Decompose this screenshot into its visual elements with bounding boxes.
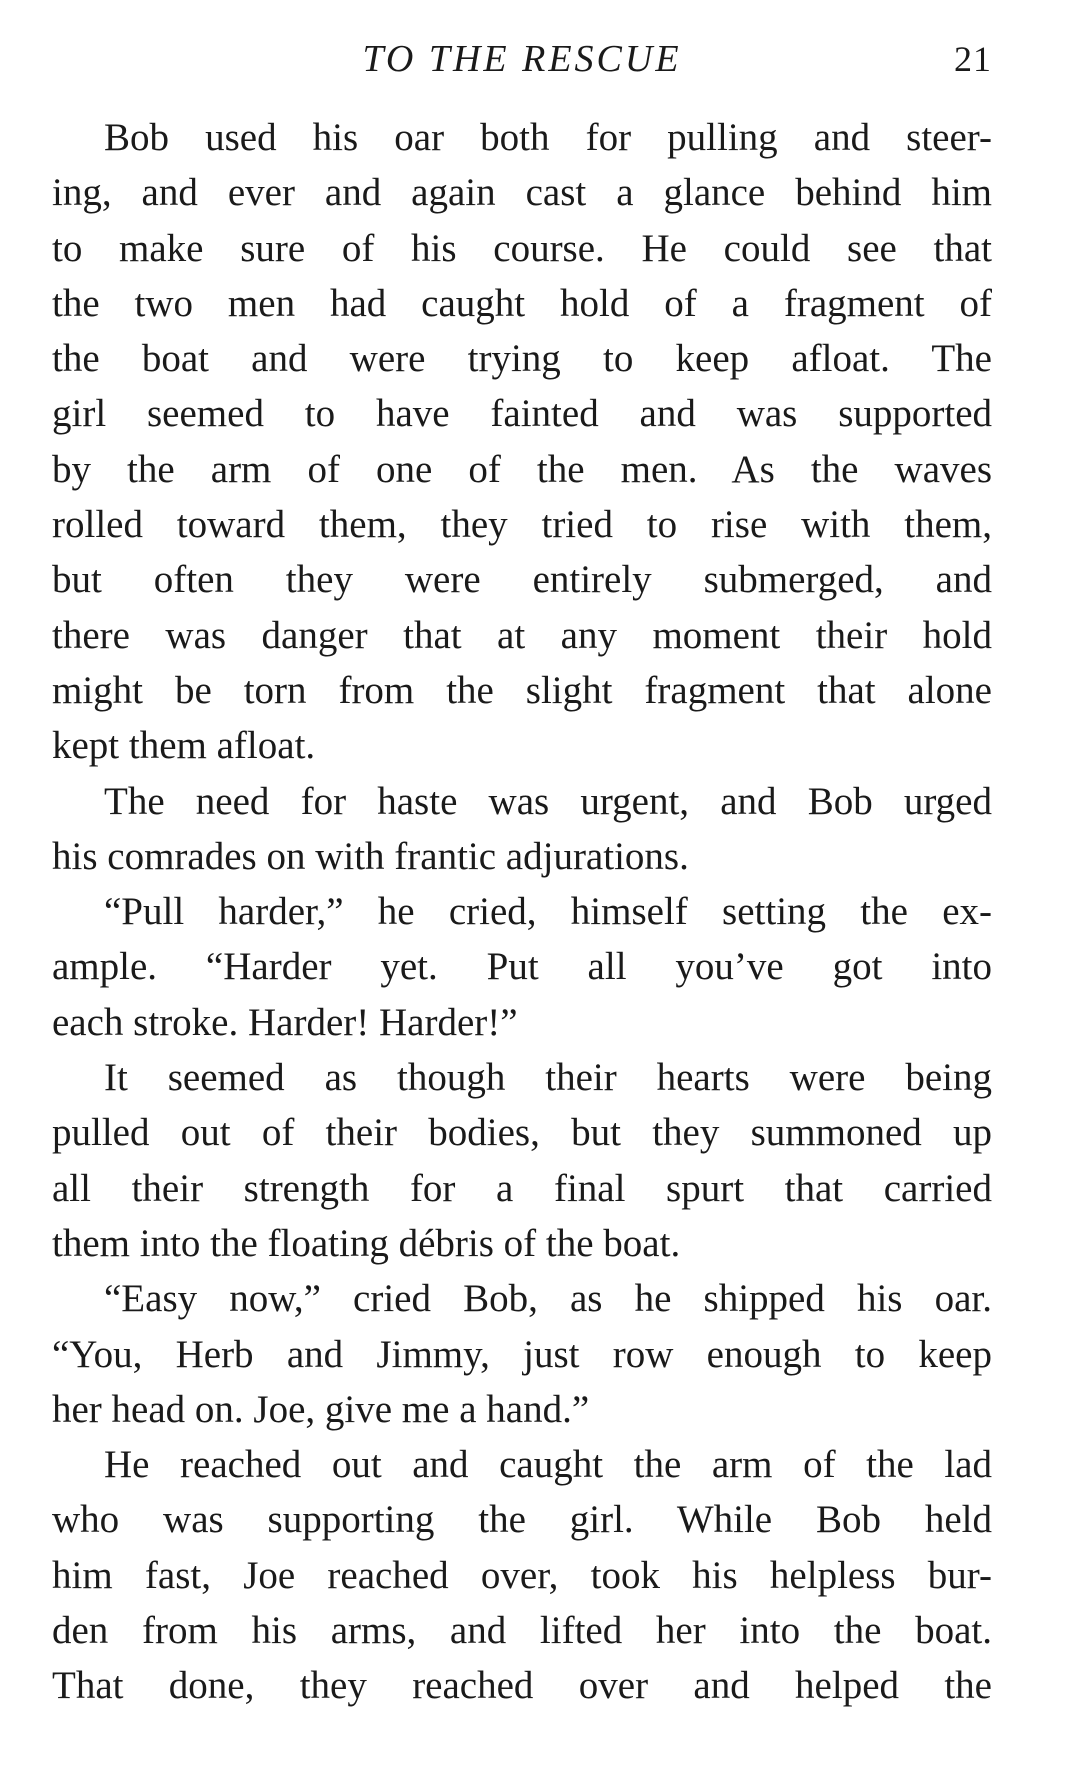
text-line: there was danger that at any moment their hold	[52, 613, 992, 657]
text-line: pulled out of their bodies, but they summoned up	[52, 1111, 992, 1155]
page-number: 21	[954, 39, 992, 79]
text-line: It seemed as though their hearts were being	[104, 1056, 992, 1100]
paragraph-6	[52, 1437, 992, 1713]
text-line: the two men had caught hold of a fragment of	[52, 281, 992, 325]
text-line: who was supporting the girl. While Bob held	[52, 1498, 992, 1542]
text-line: Bob used his oar both for pulling and steer-	[104, 116, 992, 159]
text-line: “You, Herb and Jimmy, just row enough to keep	[52, 1332, 992, 1376]
text-line: all their strength for a final spurt that carried	[52, 1166, 992, 1210]
body-text	[52, 110, 992, 1714]
text-line: He reached out and caught the arm of the lad	[104, 1443, 992, 1487]
text-line: him fast, Joe reached over, took his helpless bur-	[52, 1553, 992, 1597]
running-title: TO THE RESCUE	[362, 38, 682, 80]
paragraph-3	[52, 884, 992, 1050]
paragraph-4	[52, 1050, 992, 1271]
text-line: his comrades on with frantic adjurations.	[52, 834, 689, 878]
book-page	[52, 34, 992, 1714]
text-line: rolled toward them, they tried to rise with them,	[52, 503, 992, 547]
text-line: them into the floating débris of the boat.	[52, 1221, 681, 1265]
paragraph-5	[52, 1271, 992, 1437]
text-line: to make sure of his course. He could see that	[52, 226, 992, 270]
text-line: by the arm of one of the men. As the waves	[52, 447, 992, 491]
text-line: That done, they reached over and helped the	[52, 1664, 992, 1708]
paragraph-2	[52, 774, 992, 885]
text-line: might be torn from the slight fragment that alone	[52, 668, 992, 712]
text-line: The need for haste was urgent, and Bob urged	[104, 779, 992, 823]
text-line: “Pull harder,” he cried, himself setting the ex-	[104, 890, 992, 934]
text-line: ample. “Harder yet. Put all you’ve got into	[52, 945, 992, 989]
paragraph-1	[52, 110, 992, 774]
text-line: den from his arms, and lifted her into the boat.	[52, 1609, 992, 1653]
running-head	[52, 34, 992, 84]
text-line: but often they were entirely submerged, and	[52, 558, 992, 602]
text-line: each stroke. Harder! Harder!”	[52, 1000, 518, 1044]
text-line: ing, and ever and again cast a glance behind him	[52, 171, 992, 215]
text-line: her head on. Joe, give me a hand.”	[52, 1387, 590, 1431]
text-line: “Easy now,” cried Bob, as he shipped his oar.	[104, 1277, 992, 1321]
text-line: girl seemed to have fainted and was supported	[52, 392, 992, 436]
text-line: kept them afloat.	[52, 724, 316, 768]
text-line: the boat and were trying to keep afloat. The	[52, 337, 992, 381]
